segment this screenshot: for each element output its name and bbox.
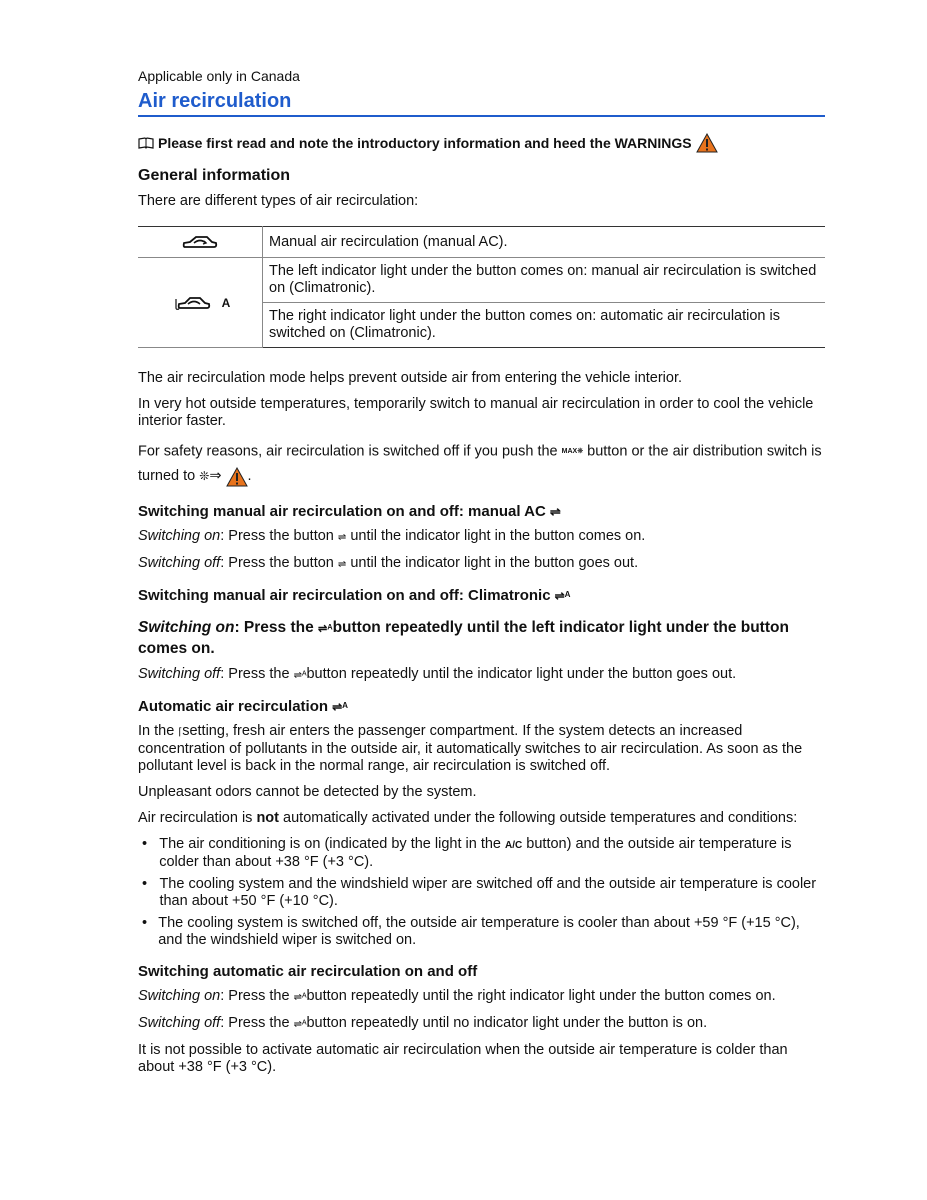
notice-text: Please first read and note the introductory information and heed the WARNINGS [158, 135, 692, 151]
climatronic-on: Switching on: Press the ⇌ᴬbutton repeatedly until the left indicator light under the button comes on. [138, 619, 789, 658]
table-cell: The left indicator light under the button comes on: manual air recirculation is switched on (Climatronic). [263, 258, 826, 303]
recirculation-icon: ⇌ [337, 559, 347, 571]
page-title: Air recirculation [138, 90, 825, 117]
warning-triangle-icon [696, 133, 718, 153]
recirculation-auto-icon: ⇌ᴬ [293, 992, 307, 1004]
switch-auto-note: It is not possible to activate automatic air recirculation when the outside air temperature is colder than about +38 °F (+3 °C). [138, 1042, 788, 1076]
manual-page [138, 68, 825, 1085]
warning-notice [138, 133, 825, 153]
auto-letter: A [221, 295, 231, 310]
warning-triangle-icon [226, 467, 248, 487]
recirculation-auto-icon: ⇌ᴬ [293, 1019, 307, 1031]
automatic-intro: In the ⌈setting, fresh air enters the passenger compartment. If the system detects an increased concentration of pollutants in the outside air, it automatically switches to air recirculation. As soon as the pollutant level is back in the normal range, air recirculation is switched off. [138, 723, 803, 775]
recirculation-auto-icon: ⇌ᴬ [293, 670, 307, 682]
list-item: • The cooling system is switched off, the outside air temperature is cooler than about +59 °F (+15 °C), and the windshield wiper is switched on. [142, 915, 800, 949]
ac-icon: A/C [505, 840, 523, 852]
recirculation-auto-icon: ⇌ᴬ [332, 699, 348, 714]
table-row [138, 258, 825, 303]
recirculation-icon: ⇌ [549, 503, 561, 519]
auto-setting-icon: ⌈ [178, 727, 183, 739]
recirculation-types-table [138, 226, 825, 348]
general-intro: There are different types of air recirculation: [138, 193, 419, 209]
manual-off: Switching off: Press the button ⇌ until the indicator light in the button goes out. [138, 555, 639, 572]
book-icon [138, 137, 154, 149]
table-cell: The right indicator light under the button comes on: automatic air recirculation is switched on (Climatronic). [263, 303, 826, 348]
windshield-icon: ❊ [199, 469, 210, 484]
automatic-odors: Unpleasant odors cannot be detected by the system. [138, 784, 477, 801]
climatronic-heading: Switching manual air recirculation on and off: Climatronic ⇌ᴬ [138, 587, 571, 605]
para-safety: For safety reasons, air recirculation is switched off if you push the MAX❊ button or the air distribution switch is turned to ❊⇒ . [138, 439, 825, 489]
table-cell: Manual air recirculation (manual AC). [263, 227, 826, 258]
list-item: • The cooling system and the windshield wiper are switched off and the outside air temperature is cooler than about +50 °F (+10 °C). [142, 876, 817, 910]
table-icon-cell [138, 258, 263, 348]
table-row [138, 227, 825, 258]
recirculation-auto-icon: ⇌ᴬ [554, 588, 571, 603]
switch-auto-off: Switching off: Press the ⇌ᴬbutton repeatedly until no indicator light under the button is on. [138, 1015, 708, 1032]
manual-on: Switching on: Press the button ⇌ until the indicator light in the button comes on. [138, 528, 646, 545]
switch-auto-heading: Switching automatic air recirculation on and off [138, 963, 478, 981]
automatic-conditions: Air recirculation is not automatically activated under the following outside temperatures and conditions: [138, 810, 798, 827]
switch-auto-on: Switching on: Press the ⇌ᴬbutton repeatedly until the right indicator light under the button comes on. [138, 988, 776, 1005]
para-prevent: The air recirculation mode helps prevent outside air from entering the vehicle interior. [138, 370, 683, 386]
recirculation-auto-icon: ⇌ᴬ [318, 623, 333, 636]
max-defrost-icon: MAX❊ [561, 448, 584, 455]
general-heading: General information [138, 167, 291, 184]
recirculation-icon: ⇌ [337, 532, 347, 544]
manual-ac-heading: Switching manual air recirculation on and off: manual AC ⇌ [138, 503, 561, 521]
climatronic-off: Switching off: Press the ⇌ᴬbutton repeatedly until the indicator light under the button goes out. [138, 666, 737, 683]
region-note: Applicable only in Canada [138, 68, 300, 84]
automatic-heading: Automatic air recirculation ⇌ᴬ [138, 698, 348, 716]
recirculation-auto-icon [170, 293, 218, 313]
table-icon-cell [138, 227, 263, 258]
para-hot: In very hot outside temperatures, temporarily switch to manual air recirculation in order to cool the vehicle interior faster. [138, 396, 814, 429]
recirculation-car-icon [181, 232, 219, 252]
list-item: • The air conditioning is on (indicated by the light in the A/C button) and the outside air temperature is colder than about +38 °F (+3 °C). [142, 836, 792, 871]
